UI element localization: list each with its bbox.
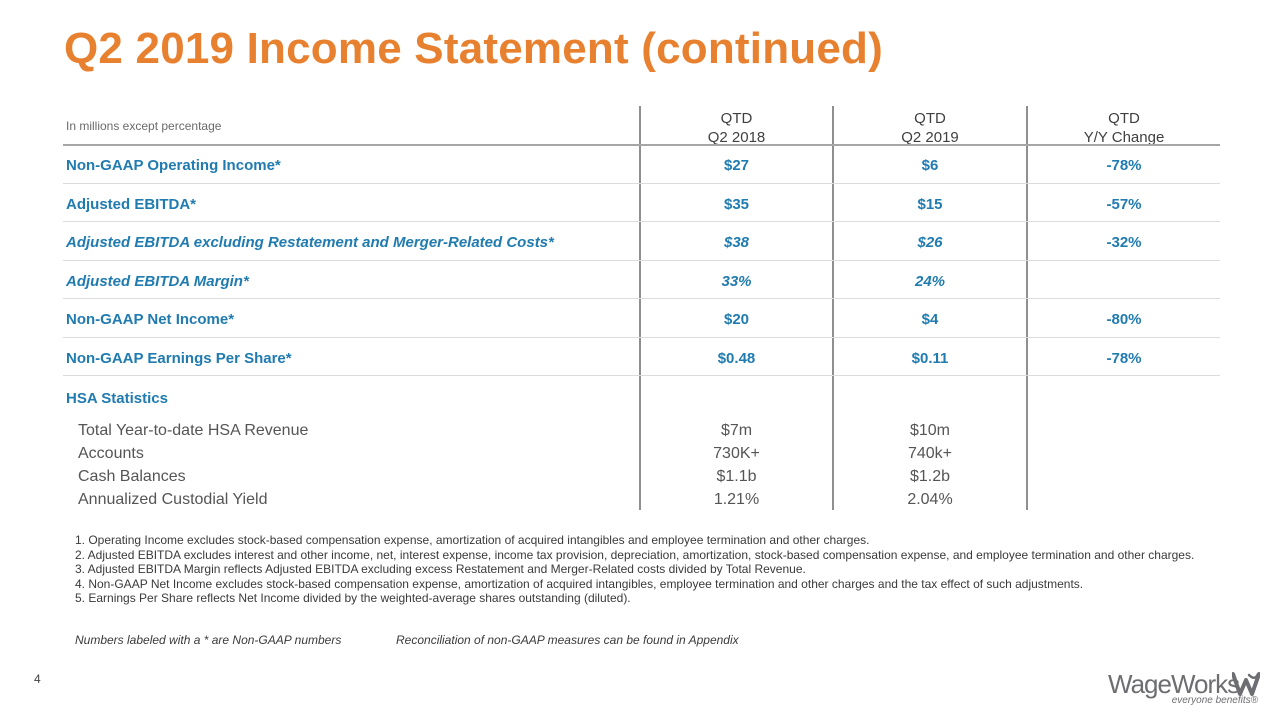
table-caption: In millions except percentage: [66, 119, 222, 133]
row-divider: [63, 298, 1220, 299]
page-number: 4: [34, 672, 41, 686]
cell-q2-2018: 33%: [721, 273, 752, 290]
hsa-cell-q2-2018: 730K+: [713, 445, 760, 462]
logo-wordmark: WageWorks: [1108, 669, 1240, 699]
row-label-non-gaap-eps: Non-GAAP Earnings Per Share*: [66, 350, 292, 367]
header-rule: [63, 144, 1220, 146]
cell-change: -57%: [1106, 196, 1142, 213]
column-header-line: Q2 2018: [707, 129, 766, 146]
hsa-cell-q2-2019: $10m: [909, 422, 951, 439]
hsa-row-label: Cash Balances: [78, 468, 186, 485]
logo-mark-icon: [1232, 671, 1260, 697]
logo-tagline: everyone benefits®: [1171, 695, 1258, 706]
column-header-line: QTD: [914, 110, 946, 127]
cell-change: -32%: [1106, 234, 1142, 251]
hsa-cell-q2-2019: $1.2b: [909, 468, 951, 485]
column-header-q2-2018: [641, 109, 832, 147]
footnote: 4. Non-GAAP Net Income excludes stock-based compensation expense, amortization of acquired intangibles, employee termination and other charges and the tax effect of such adjustments.: [75, 576, 1084, 591]
column-header-line: Q2 2019: [901, 129, 959, 146]
hsa-row-label: Total Year-to-date HSA Revenue: [78, 422, 309, 439]
cell-q2-2018: $27: [723, 157, 750, 174]
cell-q2-2018: $0.48: [717, 350, 756, 367]
column-header-line: QTD: [1108, 110, 1140, 127]
column-header-line: QTD: [720, 110, 753, 127]
column-header-line: Y/Y Change: [1083, 129, 1165, 146]
cell-q2-2019: $6: [921, 157, 939, 174]
hsa-cell-q2-2018: 1.21%: [713, 491, 760, 508]
footnotes: [75, 533, 1195, 606]
row-label-adjusted-ebitda: Adjusted EBITDA*: [66, 196, 197, 213]
page-title: Q2 2019 Income Statement (continued): [64, 24, 883, 73]
wageworks-logo: [1108, 669, 1268, 709]
hsa-row-label: Accounts: [78, 445, 144, 462]
cell-q2-2018: $38: [723, 234, 750, 251]
column-header-q2-2019: [834, 109, 1026, 147]
row-label-adjusted-ebitda-excl-restatement: Adjusted EBITDA excluding Restatement and Merger-Related Costs*: [66, 234, 554, 251]
footnote: 3. Adjusted EBITDA Margin reflects Adjusted EBITDA excluding excess Restatement and Merger-Related costs divided by Total Revenue.: [75, 562, 806, 577]
cell-q2-2018: $20: [723, 311, 750, 328]
cell-q2-2018: $35: [723, 196, 750, 213]
cell-q2-2019: $4: [921, 311, 939, 328]
cell-q2-2019: 24%: [914, 273, 946, 290]
hsa-cell-q2-2018: $1.1b: [716, 468, 757, 485]
reconciliation-note: Reconciliation of non-GAAP measures can be found in Appendix: [396, 633, 739, 647]
hsa-cell-q2-2019: 740k+: [907, 445, 953, 462]
cell-change: -80%: [1106, 311, 1142, 328]
row-label-adjusted-ebitda-margin: Adjusted EBITDA Margin*: [66, 273, 249, 290]
cell-change: -78%: [1106, 157, 1142, 174]
hsa-cell-q2-2018: $7m: [720, 422, 753, 439]
column-header-yy-change: [1028, 109, 1220, 147]
cell-change: -78%: [1106, 350, 1142, 367]
hsa-statistics-heading: HSA Statistics: [66, 390, 168, 407]
row-divider: [63, 337, 1220, 338]
row-divider: [63, 375, 1220, 376]
row-divider: [63, 260, 1220, 261]
cell-q2-2019: $26: [917, 234, 943, 251]
row-label-non-gaap-net-income: Non-GAAP Net Income*: [66, 311, 235, 328]
row-divider: [63, 221, 1220, 222]
footnote: 5. Earnings Per Share reflects Net Income divided by the weighted-average shares outstanding (diluted).: [75, 591, 631, 606]
row-divider: [63, 183, 1220, 184]
footnote: 2. Adjusted EBITDA excludes interest and other income, net, interest expense, income tax provision, depreciation, amortization, stock-based compensation expense, and employee termination and other charges.: [75, 547, 1195, 562]
hsa-cell-q2-2019: 2.04%: [907, 491, 953, 508]
non-gaap-note: Numbers labeled with a * are Non-GAAP numbers: [75, 633, 342, 647]
row-label-non-gaap-operating-income: Non-GAAP Operating Income*: [66, 157, 281, 174]
hsa-row-label: Annualized Custodial Yield: [78, 491, 268, 508]
cell-q2-2019: $0.11: [911, 350, 949, 367]
footnote: 1. Operating Income excludes stock-based compensation expense, amortization of acquired intangibles and employee termination and other charges.: [75, 533, 870, 547]
cell-q2-2019: $15: [917, 196, 943, 213]
